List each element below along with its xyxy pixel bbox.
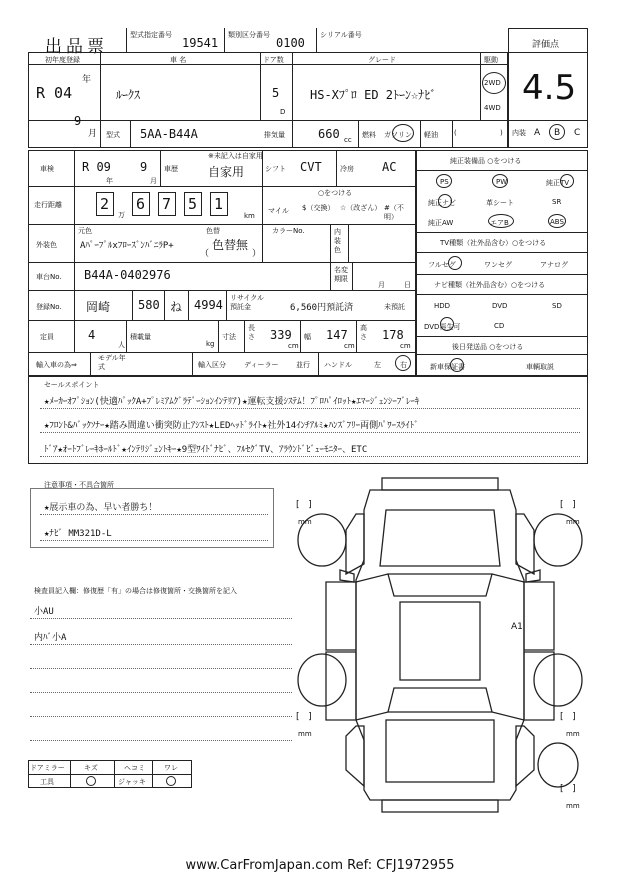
first-reg-year: R 04 [36, 84, 73, 102]
interior-c: C [574, 128, 581, 138]
diesel-paren-r: ) [500, 129, 503, 137]
legend-jack: ジャッキ [118, 778, 146, 786]
repaint-label: 色替 [206, 227, 220, 235]
navi-dvd-playback-circle [440, 317, 454, 331]
exchange-label: $（交換） [302, 204, 335, 212]
year-suffix: 年 [82, 75, 92, 85]
car-name-label: 車 名 [170, 56, 187, 64]
eq-navi-circle [438, 194, 452, 208]
height-value: 178 [382, 328, 404, 342]
tread-mm-rr: mm [566, 730, 580, 738]
tread-bracket-rl: [ ] [296, 712, 312, 722]
reg-kana: ね [170, 300, 183, 314]
car-damage-diagram [290, 470, 590, 820]
tv-analog: アナログ [540, 261, 568, 269]
score-value: 4.5 [522, 68, 577, 108]
reg-label: 登録No. [36, 303, 62, 311]
width-label: 幅 [304, 333, 311, 341]
type-cert-label: 型式指定番号 [130, 31, 172, 39]
sales-line-3: ﾄﾞｱ★ｵｰﾄﾌﾞﾚｰｷﾎｰﾙﾄﾞ★ｲﾝﾃﾘｼﾞｪﾝﾄｷｰ★9型ﾜｲﾄﾞﾅﾋﾞ、ﾌﾙｾｸﾞTV、ｱﾗｳﾝﾄﾞﾋﾞｭｰﾓﾆﾀｰ、ETC [44, 445, 368, 455]
eq-pw-circle [492, 174, 508, 188]
legend-jack-mark [166, 776, 176, 786]
import-label: 輸入車の為⇒ [36, 361, 77, 369]
car-name: ﾙｰｸｽ [116, 88, 141, 102]
shift-label: シフト [265, 165, 286, 173]
eq-leather: 革シート [486, 199, 514, 207]
mileage-label: 走行距離 [34, 201, 62, 209]
tv-oneseg: ワンセグ [484, 261, 512, 269]
inspector-line-2: 内ﾊﾞ小A [34, 633, 67, 643]
exterior-color-label: 外装色 [36, 241, 57, 249]
tread-bracket-fr: [ ] [560, 500, 576, 510]
ac-label: 冷房 [340, 165, 354, 173]
mileage-digit-3: 5 [188, 195, 198, 213]
handle-label: ハンドル [324, 361, 352, 369]
ac-value: AC [382, 160, 397, 174]
fuel-label: 燃料 [362, 131, 376, 139]
first-reg-month: 9 [74, 114, 82, 128]
length-cm: cm [288, 342, 299, 350]
inspection-month: 9 [140, 160, 148, 174]
vehicle-type-note: ※未記入は自家用 [208, 152, 263, 160]
tv-fullseg: フルセグ [428, 261, 456, 269]
category-value: 0100 [276, 36, 305, 50]
orig-color-label: 元色 [78, 227, 92, 235]
sales-line-2: ★ﾌﾛﾝﾄ&ﾊﾞｯｸｿﾅｰ★踏み間違い衝突防止ｱｼｽﾄ★LEDﾍｯﾄﾞﾗｲﾄ★社外14ｲﾝﾁｱﾙﾐ★ﾊﾝｽﾞﾌﾘｰ両側ﾊﾟﾜｰｽﾗｲﾄﾞ [44, 421, 419, 431]
damage-mark-a1: A1 [511, 622, 523, 632]
legend-tools: 工具 [40, 778, 54, 786]
vin-label: 車台No. [36, 273, 62, 281]
displacement: 660 [318, 127, 340, 141]
interior-b-circle [549, 124, 565, 140]
legend-crack: ワレ [164, 764, 178, 772]
name-change-month: 月 [378, 281, 385, 289]
inspection-year: 年 [106, 177, 113, 185]
eq-abs-circle [548, 214, 566, 228]
reg-number: 4994 [194, 298, 223, 312]
color-paren-r: ） [252, 249, 262, 259]
fuel-value: ガソリン [384, 131, 412, 139]
capacity-label: 定員 [40, 333, 54, 341]
tread-mm-rl: mm [298, 730, 312, 738]
unknown-label: #（不明） [384, 204, 404, 221]
navi-dvd: DVD [492, 302, 508, 310]
tread-bracket-rr: [ ] [560, 712, 576, 722]
eq-tv-circle [560, 174, 574, 188]
navi-hdd: HDD [434, 302, 451, 310]
tread-mm-spare: mm [566, 802, 580, 810]
cc-unit: cc [344, 136, 352, 144]
eq-airbag-circle [488, 214, 514, 228]
load-label: 積載量 [130, 333, 151, 341]
eq-aw: 純正AW [428, 219, 454, 227]
footer-watermark: www.CarFromJapan.com Ref: CFJ1972955 [185, 858, 455, 873]
mileage-man-digit: 2 [100, 195, 110, 213]
notes-label: 注意事項・不具合箇所 [44, 481, 114, 489]
navi-dvd-playback: DVD再生可 [424, 323, 461, 331]
length-value: 339 [270, 328, 292, 342]
tread-bracket-fl: [ ] [296, 500, 312, 510]
navi-sd: SD [552, 302, 562, 310]
type-cert-value: 19541 [182, 36, 219, 50]
name-change-label: 名変期限 [334, 266, 348, 283]
inspector-line-1: 小AU [34, 607, 54, 617]
name-change-day: 日 [404, 281, 411, 289]
grade-value: HS-Xﾌﾟﾛ ED 2ﾄｰﾝ☆ﾅﾋﾞ [310, 88, 437, 102]
kg-unit: kg [206, 340, 215, 348]
fuel-circle [392, 124, 414, 142]
navi-title: ナビ種類（社外品含む）○をつける [434, 281, 546, 289]
later-manual: 車輌取説 [526, 363, 554, 371]
specs-box [28, 150, 416, 376]
door-count: 5 [272, 86, 280, 100]
handle-left: 左 [374, 361, 381, 369]
mileage-digit-4: 1 [214, 195, 224, 213]
drive-2wd: 2WD [484, 79, 501, 87]
drive-label: 駆動 [484, 56, 498, 64]
eq-navi: 純正ナビ [428, 199, 456, 207]
later-warranty: 新車保証書 [430, 363, 465, 371]
later-warranty-circle [450, 358, 464, 372]
diesel-label: 軽油 [424, 131, 438, 139]
model-year-label: モデル年式 [98, 354, 126, 371]
tamper-label: ☆（改ざん） [340, 204, 382, 212]
capacity-value: 4 [88, 328, 96, 342]
later-title: 後日発送品 ○をつける [452, 343, 524, 351]
tv-title: TV種類（社外品含む）○をつける [440, 239, 547, 247]
reg-class: 580 [138, 298, 160, 312]
eq-ps: PS [440, 178, 449, 186]
parallel-option: 並行 [296, 361, 310, 369]
shift-value: CVT [300, 160, 322, 174]
drive-4wd: 4WD [484, 104, 501, 112]
diesel-paren: ( [454, 129, 457, 137]
serial-label: シリアル番号 [320, 31, 362, 39]
eq-ps-circle [436, 174, 452, 188]
notes-line-2: ★ﾅﾋﾞ MM321D-L [44, 529, 112, 539]
legend-tools-mark [86, 776, 96, 786]
width-cm: cm [344, 342, 355, 350]
legend-dent: ヘコミ [124, 764, 145, 772]
inspector-label: 検査員記入欄：修復歴「有」の場合は修復箇所・交換箇所を記入 [34, 587, 237, 595]
reg-area: 岡崎 [86, 300, 111, 314]
unpaid-label: 未預託 [384, 303, 405, 311]
vin-value: B44A-0402976 [84, 268, 171, 282]
tv-fullseg-circle [448, 256, 462, 270]
inspection-month-label: 月 [150, 177, 157, 185]
length-label: 長さ [248, 324, 255, 341]
eq-tv: 純正TV [546, 179, 570, 187]
door-label: ドア数 [263, 56, 284, 64]
navi-cd: CD [494, 322, 505, 330]
eq-pw: PW [496, 178, 508, 186]
model-code: 5AA-B44A [140, 127, 198, 141]
model-code-label: 型式 [106, 131, 120, 139]
person-unit: 人 [118, 341, 125, 349]
color-code-label: カラーNo. [272, 227, 305, 235]
mileage-digit-2: 7 [162, 195, 172, 213]
handle-right: 右 [400, 361, 407, 369]
eq-abs: ABS [550, 218, 564, 226]
tread-mm-fr: mm [566, 518, 580, 526]
equipment-title: 純正装備品 ○をつける [450, 157, 522, 165]
mileage-man-unit: 万 [118, 211, 125, 219]
sales-line-1: ★ﾒｰｶｰｵﾌﾟｼｮﾝ(快適ﾊﾟｯｸA+ﾌﾟﾚﾐｱﾑｸﾞﾗﾃﾞｰｼｮﾝｲﾝﾃﾘｱ)★運転支援ｼｽﾃﾑ！ﾌﾟﾛﾊﾟｲﾛｯﾄ★ｴﾏｰｼﾞｪﾝｼｰﾌﾞﾚｰｷ [44, 397, 420, 407]
legend-scratch: キズ [84, 764, 98, 772]
recycle-value: 6,560円預託済 [290, 303, 354, 313]
month-suffix: 月 [88, 129, 98, 139]
mileage-circle-note: ○をつける [318, 189, 353, 197]
dims-label: 寸法 [222, 333, 236, 341]
color-paren-l: （ [200, 249, 210, 259]
km-unit: km [244, 212, 255, 220]
tread-bracket-spare: [ ] [560, 784, 576, 794]
legend-door-mirror: ドアミラー [30, 764, 65, 772]
notes-line-1: ★展示車の為、早い者勝ち！ [44, 503, 158, 513]
dealer-option: ディーラー [244, 361, 279, 369]
height-cm: cm [400, 342, 411, 350]
first-reg-label: 初年度登録 [45, 56, 80, 64]
exterior-color: AﾊﾟｰﾌﾟﾙxﾌﾛｰｽﾞﾝﾊﾞﾆﾗP+ [80, 241, 174, 251]
notes-box [30, 488, 274, 548]
page-title: 出品票 [45, 37, 108, 57]
handle-right-circle [395, 355, 411, 371]
score-label: 評価点 [532, 40, 560, 50]
import-type-label: 輸入区分 [198, 361, 226, 369]
mile-label: マイル [268, 207, 289, 215]
sales-label: セールスポイント [44, 381, 100, 389]
inspection-label: 車検 [40, 165, 54, 173]
door-d: D [280, 108, 286, 116]
height-label: 高さ [360, 324, 367, 341]
interior-label: 内装 [512, 129, 526, 137]
inspection-value: R 09 [82, 160, 111, 174]
vehicle-type-label: 車歴 [164, 165, 178, 173]
interior-b: B [554, 128, 561, 138]
vehicle-type: 自家用 [208, 165, 245, 179]
interior-a: A [534, 128, 541, 138]
grade-label: グレード [368, 56, 396, 64]
repaint-value: 色替無 [212, 238, 249, 252]
displacement-label: 排気量 [264, 131, 285, 139]
interior-color-label: 内装色 [334, 228, 341, 254]
tread-mm-fl: mm [298, 518, 312, 526]
category-label: 類別区分番号 [228, 31, 270, 39]
mileage-digit-1: 6 [136, 195, 146, 213]
recycle-label: リサイクル預託金 [230, 294, 265, 311]
width-value: 147 [326, 328, 348, 342]
eq-sr: SR [552, 198, 562, 206]
eq-airbag: エアB [490, 219, 509, 227]
